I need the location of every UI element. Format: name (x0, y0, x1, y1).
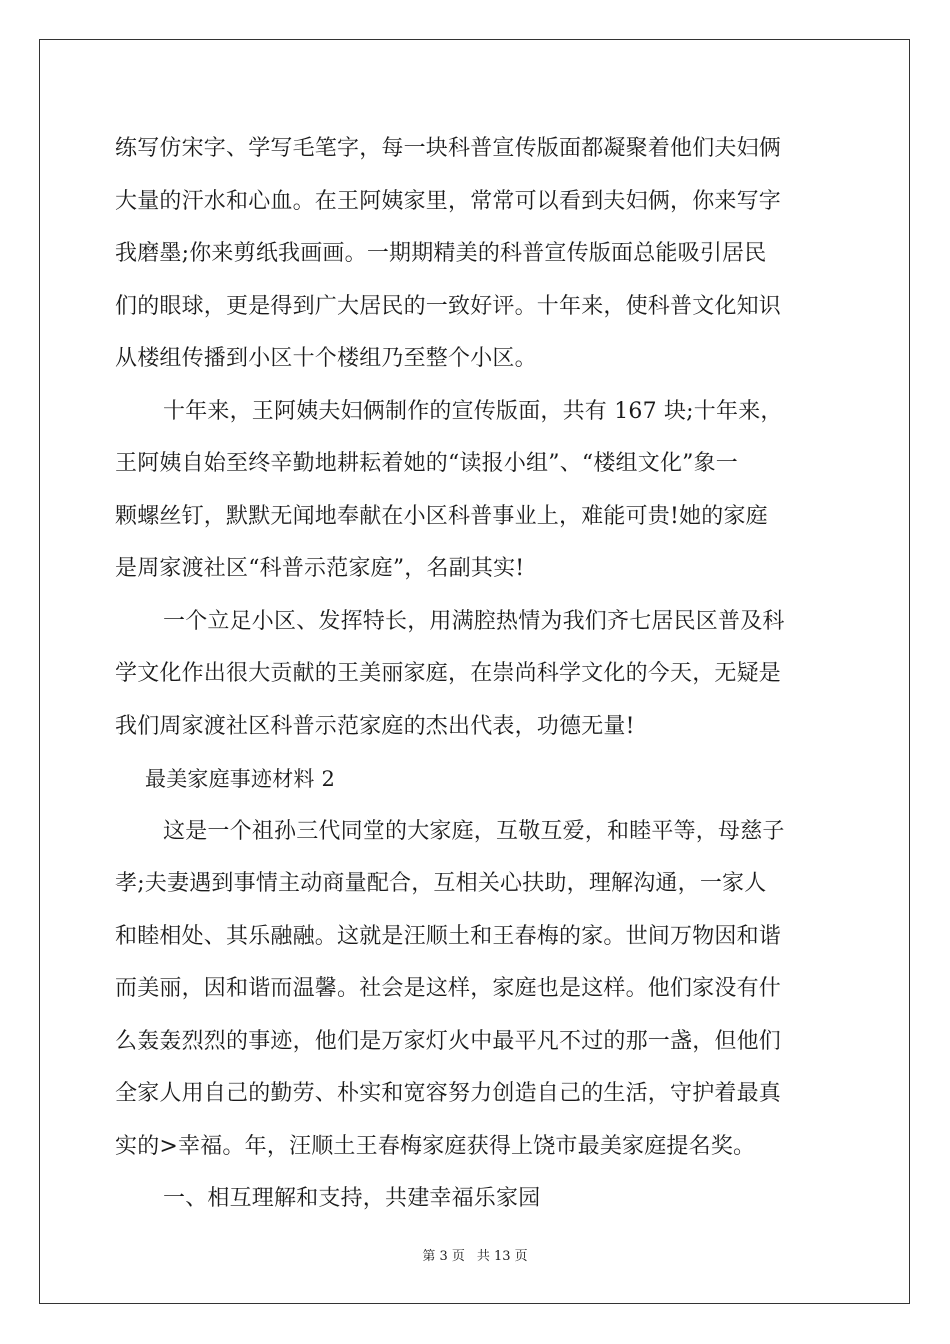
text-line: 我们周家渡社区科普示范家庭的杰出代表，功德无量! (115, 713, 635, 739)
text-line: 是周家渡社区“科普示范家庭”，名副其实! (115, 556, 525, 581)
text-line: 从楼组传播到小区十个楼组乃至整个小区。 (115, 346, 537, 371)
text-line: 么轰轰烈烈的事迹，他们是万家灯火中最平凡不过的那一盏，但他们 (115, 1028, 782, 1054)
text-line: 和睦相处、其乐融融。这就是汪顺土和王春梅的家。世间万物因和谐 (115, 923, 782, 949)
page-footer (0, 1247, 950, 1267)
text-line: 而美丽，因和谐而温馨。社会是这样，家庭也是这样。他们家没有什 (115, 976, 782, 1001)
subsection-heading: 一、相互理解和支持，共建幸福乐家园 (163, 1186, 541, 1211)
text-line: 实的>幸福。年，汪顺土王春梅家庭获得上饶市最美家庭提名奖。 (115, 1133, 756, 1159)
text-line: 大量的汗水和心血。在王阿姨家里，常常可以看到夫妇俩，你来写字 (115, 188, 782, 214)
text-line: 们的眼球，更是得到广大居民的一致好评。十年来，使科普文化知识 (115, 293, 782, 319)
text-line: 练写仿宋字、学写毛笔字，每一块科普宣传版面都凝聚着他们夫妇俩 (115, 136, 782, 161)
paragraph-start-line: 这是一个祖孙三代同堂的大家庭，互敬互爱，和睦平等，母慈子 (163, 818, 785, 844)
text-line: 学文化作出很大贡献的王美丽家庭，在崇尚科学文化的今天，无疑是 (115, 661, 782, 686)
page-total: 共 13 页 (476, 1249, 528, 1264)
paragraph-start-line: 十年来，王阿姨夫妇俩制作的宣传版面，共有 167 块;十年来， (163, 398, 783, 424)
paragraph-start-line: 一个立足小区、发挥特长，用满腔热情为我们齐七居民区普及科 (163, 608, 785, 634)
text-line: 全家人用自己的勤劳、朴实和宽容努力创造自己的生活，守护着最真 (115, 1081, 782, 1106)
document-body (115, 123, 835, 1226)
text-line: 颗螺丝钉，默默无闻地奉献在小区科普事业上，难能可贵!她的家庭 (115, 503, 768, 529)
text-line: 孝;夫妻遇到事情主动商量配合，互相关心扶助，理解沟通，一家人 (115, 871, 767, 896)
text-line: 我磨墨;你来剪纸我画画。一期期精美的科普宣传版面总能吸引居民 (115, 241, 767, 266)
page-number: 第 3 页 (422, 1249, 465, 1264)
section-heading: 最美家庭事迹材料 2 (145, 767, 336, 791)
text-line: 王阿姨自始至终辛勤地耕耘着她的“读报小组”、“楼组文化”象一 (115, 451, 738, 476)
